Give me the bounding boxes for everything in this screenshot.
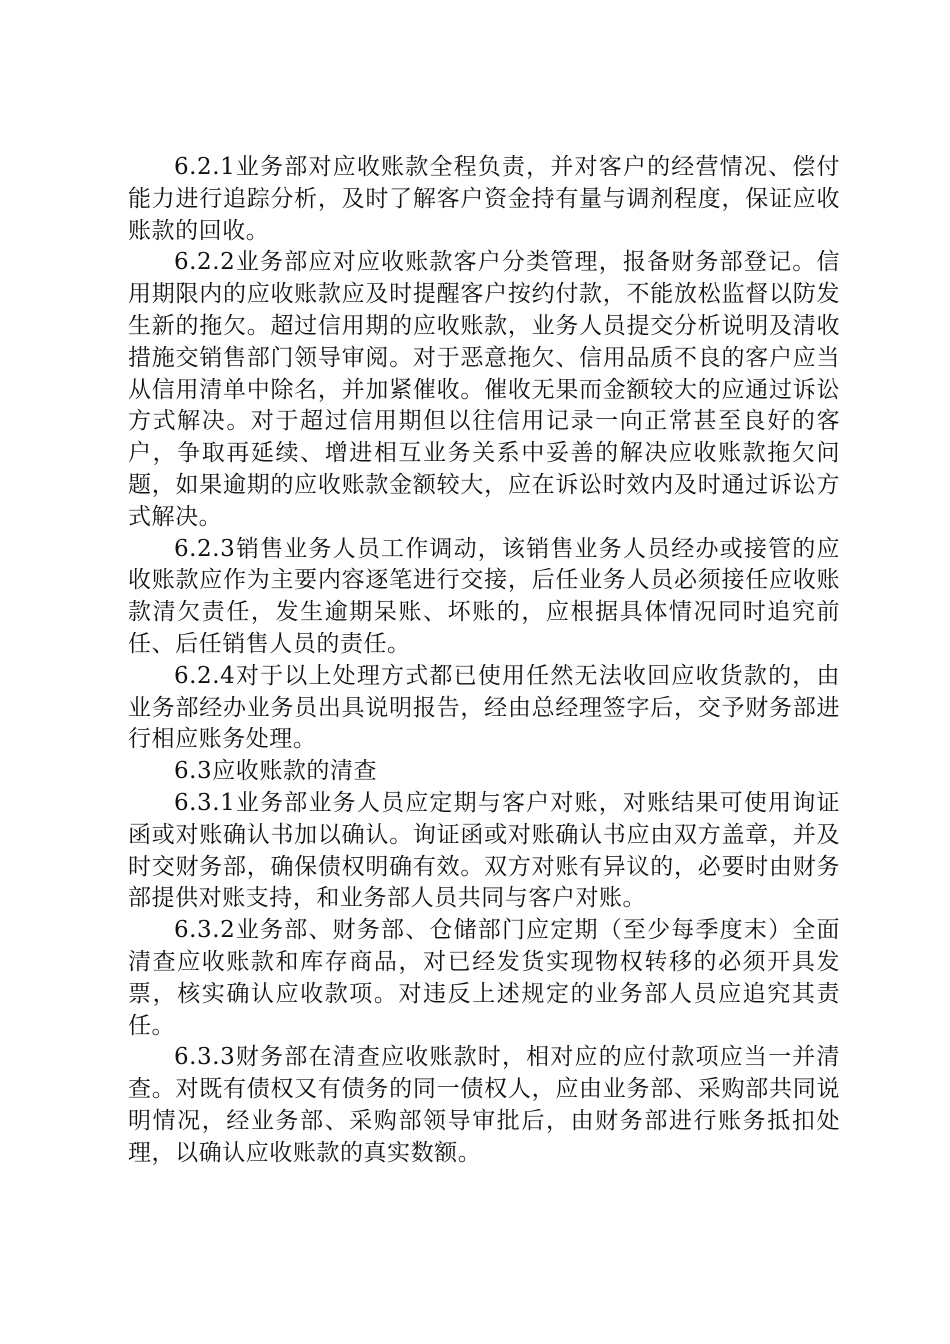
clause-6-2-2: 6.2.2业务部应对应收账款客户分类管理，报备财务部登记。信用期限内的应收账款应及时提醒客户按约付款，不能放松监督以防发生新的拖欠。超过信用期的应收账款，业务人员提交分析说明及清收措施交销售部门领导审阅。对于恶意拖欠、信用品质不良的客户应当从信用清单中除名，并加紧催收。催收无果而金额较大的应通过诉讼方式解决。对于超过信用期但以往信用记录一向正常甚至良好的客户，争取再延续、增进相互业务关系中妥善的解决应收账款拖欠问题，如果逾期的应收账款金额较大，应在诉讼时效内及时通过诉讼方式解决。 xyxy=(128,249,840,530)
clause-6-3-1: 6.3.1业务部业务人员应定期与客户对账，对账结果可使用询证函或对账确认书加以确认。询证函或对账确认书应由双方盖章，并及时交财务部，确保债权明确有效。双方对账有异议的，必要时由财务部提供对账支持，和业务部人员共同与客户对账。 xyxy=(128,789,840,912)
clause-6-3-2: 6.3.2业务部、财务部、仓储部门应定期（至少每季度末）全面清查应收账款和库存商品，对已经发货实现物权转移的必须开具发票，核实确认应收款项。对违反上述规定的业务部人员应追究其责任。 xyxy=(128,917,840,1039)
clause-6-3-3: 6.3.3财务部在清查应收账款时，相对应的应付款项应当一并清查。对既有债权又有债务的同一债权人，应由业务部、采购部共同说明情况，经业务部、采购部领导审批后，由财务部进行账务抵扣处理，以确认应收账款的真实数额。 xyxy=(128,1044,840,1166)
section-heading-6-3: 6.3应收账款的清查 xyxy=(174,758,378,785)
clause-6-2-3: 6.2.3销售业务人员工作调动，该销售业务人员经办或接管的应收账款应作为主要内容逐笔进行交接，后任业务人员必须接任应收账款清欠责任，发生逾期呆账、坏账的，应根据具体情况同时追究前任、后任销售人员的责任。 xyxy=(128,535,840,657)
clause-6-2-1: 6.2.1业务部对应收账款全程负责，并对客户的经营情况、偿付能力进行追踪分析，及时了解客户资金持有量与调剂程度，保证应收账款的回收。 xyxy=(128,154,840,244)
document-body xyxy=(128,152,840,1170)
clause-6-2-4: 6.2.4对于以上处理方式都已使用任然无法收回应收货款的，由业务部经办业务员出具说明报告，经由总经理签字后，交予财务部进行相应账务处理。 xyxy=(128,662,840,753)
